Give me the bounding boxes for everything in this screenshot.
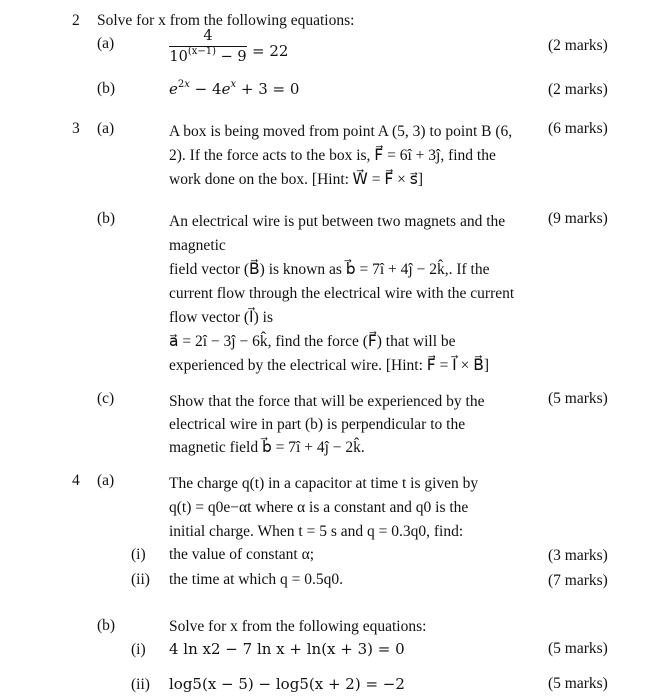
question-number: 4 bbox=[72, 472, 80, 489]
subpart-label: (ii) bbox=[131, 571, 150, 588]
marks-label: (2 marks) bbox=[548, 81, 608, 98]
subpart-label: (i) bbox=[131, 546, 146, 563]
marks-label: (2 marks) bbox=[548, 37, 608, 54]
part-label: (c) bbox=[97, 390, 115, 407]
text-line: initial charge. When t = 5 s and q = 0.3q0, find: bbox=[169, 523, 464, 540]
text-line: A box is being moved from point A (5, 3) to point B (6, bbox=[169, 123, 513, 140]
text-line: a⃗ = 2î − 3ĵ − 6k̂, find the force (F⃗) that will be bbox=[169, 333, 456, 350]
marks-label: (9 marks) bbox=[548, 210, 608, 227]
part-label: (a) bbox=[97, 472, 115, 489]
marks-label: (7 marks) bbox=[548, 572, 608, 589]
text-line: electrical wire in part (b) is perpendicular to the bbox=[169, 416, 466, 433]
question-text bbox=[169, 472, 537, 544]
text-line: q(t) = q0e−αt where α is a constant and q0 is the bbox=[169, 499, 469, 516]
equation: log5(x − 5) − log5(x + 2) = −2 bbox=[169, 675, 405, 693]
text-line: flow vector (I⃗) is bbox=[169, 309, 273, 326]
subpart-text: the time at which q = 0.5q0. bbox=[169, 571, 344, 588]
question-number: 2 bbox=[72, 12, 80, 29]
fraction-numerator: 4 bbox=[203, 28, 213, 44]
subpart-text: the value of constant α; bbox=[169, 546, 314, 563]
text-line: Show that the force that will be experienced by the bbox=[169, 393, 485, 410]
text-line: 2). If the force acts to the box is, F⃗ = 6î + 3ĵ, find the bbox=[169, 147, 496, 164]
part-label: (a) bbox=[97, 120, 115, 137]
equation: 4 ln x2 − 7 ln x + ln(x + 3) = 0 bbox=[169, 640, 405, 658]
part-label: (b) bbox=[97, 617, 116, 634]
question-text bbox=[169, 120, 537, 192]
text-line: current flow through the electrical wire with the current bbox=[169, 285, 515, 302]
text-line: magnetic field b⃗ = 7î + 4ĵ − 2k̂. bbox=[169, 439, 365, 456]
question-text bbox=[169, 210, 537, 378]
marks-label: (5 marks) bbox=[548, 640, 608, 657]
marks-label: (5 marks) bbox=[548, 390, 608, 407]
text-line: magnetic bbox=[169, 237, 226, 254]
marks-label: (5 marks) bbox=[548, 675, 608, 692]
text-line: field vector (B⃗) is known as b⃗ = 7î + 4ĵ − 2k̂,. If the bbox=[169, 261, 490, 278]
equation: $e^{2x} - 4e^x + 3 = 0$ bbox=[169, 79, 300, 98]
question-number: 3 bbox=[72, 120, 80, 137]
subpart-label: (i) bbox=[131, 641, 146, 658]
question-prompt: Solve for x from the following equations: bbox=[169, 618, 427, 635]
marks-label: (6 marks) bbox=[548, 120, 608, 137]
part-label: (a) bbox=[97, 35, 115, 52]
fraction-equation bbox=[169, 28, 247, 65]
text-line: experienced by the electrical wire. [Hint: F⃗ = I⃗ × B⃗] bbox=[169, 357, 490, 374]
fraction-denominator: $10^{(x-1)} - 9$ bbox=[169, 46, 247, 65]
text-line: work done on the box. [Hint: W⃗ = F⃗ × s⃗] bbox=[169, 171, 424, 188]
text-line: The charge q(t) in a capacitor at time t is given by bbox=[169, 475, 479, 492]
equation-rhs: = 22 bbox=[252, 42, 289, 60]
question-text bbox=[169, 390, 537, 459]
part-label: (b) bbox=[97, 80, 116, 97]
text-line: An electrical wire is put between two magnets and the bbox=[169, 213, 506, 230]
question-prompt: Solve for x from the following equations: bbox=[97, 12, 355, 29]
marks-label: (3 marks) bbox=[548, 547, 608, 564]
subpart-label: (ii) bbox=[131, 676, 150, 693]
part-label: (b) bbox=[97, 210, 116, 227]
